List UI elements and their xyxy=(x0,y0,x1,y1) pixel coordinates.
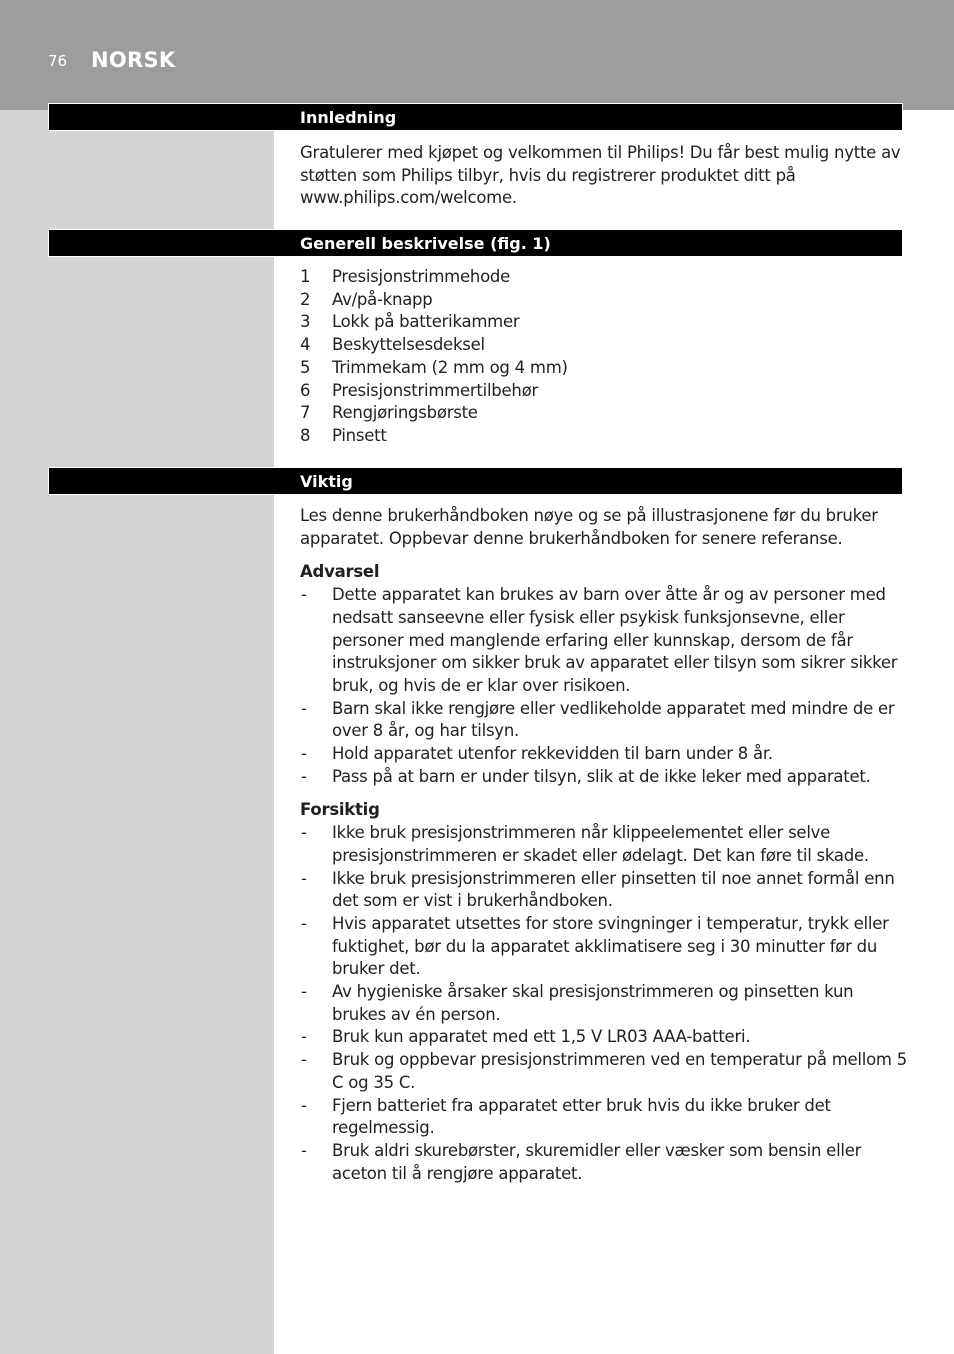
list-item xyxy=(300,584,910,698)
list-item-text: Fjern batteriet fra apparatet etter bruk hvis du ikke bruker det regelmessig. xyxy=(332,1095,831,1138)
page-number: 76 xyxy=(48,52,68,70)
section-title: Generell beskrivelse (fig. 1) xyxy=(300,234,551,253)
list-item-text: Hvis apparatet utsettes for store svingninger i temperatur, trykk eller fuktighet, bør du la apparatet akklimatisere seg i 30 minutter før du bruker det. xyxy=(332,913,889,979)
list-item xyxy=(300,425,910,448)
list-item xyxy=(300,380,910,403)
section-header-general xyxy=(48,229,903,257)
list-item-text: Presisjonstrimmehode xyxy=(332,267,511,286)
list-item-number: 6 xyxy=(300,380,311,400)
list-item xyxy=(300,402,910,425)
list-item xyxy=(300,822,910,867)
list-item-number: 3 xyxy=(300,312,311,332)
bullet-dash: - xyxy=(301,823,307,843)
list-item xyxy=(300,311,910,334)
bullet-dash: - xyxy=(301,868,307,888)
warning-list xyxy=(300,584,910,788)
list-item-text: Bruk aldri skurebørster, skuremidler eller væsker som bensin eller aceton til å rengjøre apparatet. xyxy=(332,1140,862,1183)
list-item xyxy=(300,1140,910,1185)
list-item-text: Barn skal ikke rengjøre eller vedlikeholde apparatet med mindre de er over 8 år, og har tilsyn. xyxy=(332,698,895,741)
list-item-number: 1 xyxy=(300,267,311,286)
list-item xyxy=(300,743,910,766)
intro-paragraph: Gratulerer med kjøpet og velkommen til Philips! Du får best mulig nytte av støtten som Philips tilbyr, hvis du registrerer produktet ditt på www.philips.com/welcome. xyxy=(300,143,901,208)
bullet-dash: - xyxy=(301,1050,307,1070)
list-item-text: Hold apparatet utenfor rekkevidden til barn under 8 år. xyxy=(332,744,773,764)
list-item-number: 5 xyxy=(300,357,311,377)
section-title: Innledning xyxy=(300,108,397,127)
list-item xyxy=(300,266,910,289)
list-item xyxy=(300,334,910,357)
bullet-dash: - xyxy=(301,744,307,764)
list-item-number: 7 xyxy=(300,403,311,423)
bullet-dash: - xyxy=(301,766,307,786)
list-item-text: Av hygieniske årsaker skal presisjonstrimmeren og pinsetten kun brukes av én person. xyxy=(332,982,854,1024)
list-item xyxy=(300,357,910,380)
bullet-dash: - xyxy=(301,585,307,605)
bullet-dash: - xyxy=(301,1140,307,1160)
warning-heading: Advarsel xyxy=(300,562,380,582)
caution-heading: Forsiktig xyxy=(300,800,380,820)
bullet-dash: - xyxy=(301,1095,307,1115)
bullet-dash: - xyxy=(301,1027,307,1047)
language-title: NORSK xyxy=(91,48,176,72)
important-block xyxy=(300,505,910,1185)
section-header-intro xyxy=(48,103,903,131)
list-item-text: Beskyttelsesdeksel xyxy=(332,335,485,355)
list-item-text: Presisjonstrimmertilbehør xyxy=(332,380,539,400)
list-item xyxy=(300,698,910,743)
list-item-number: 4 xyxy=(300,335,311,355)
list-item xyxy=(300,868,910,913)
list-item-text: Bruk og oppbevar presisjonstrimmeren ved en temperatur på mellom 5 C og 35 C. xyxy=(332,1050,908,1092)
list-item xyxy=(300,289,910,312)
list-item xyxy=(300,1049,910,1094)
list-item xyxy=(300,913,910,981)
left-margin-column xyxy=(0,110,274,1354)
caution-list xyxy=(300,822,910,1185)
list-item xyxy=(300,766,910,789)
list-item-text: Rengjøringsbørste xyxy=(332,403,478,423)
list-item-text: Pass på at barn er under tilsyn, slik at de ikke leker med apparatet. xyxy=(332,766,871,786)
section-header-important xyxy=(48,467,903,495)
section-title: Viktig xyxy=(300,472,353,491)
list-item-text: Dette apparatet kan brukes av barn over åtte år og av personer med nedsatt sanseevne eller fysisk eller psykisk funksjonsevne, eller personer med manglende erfaring eller kunnskap, dersom de får instruksjoner om sikker bruk av apparatet eller tilsyn som sikrer sikker bruk, og hvis de er klar over risikoen. xyxy=(332,585,898,695)
bullet-dash: - xyxy=(301,698,307,718)
list-item-number: 8 xyxy=(300,425,311,445)
important-intro: Les denne brukerhåndboken nøye og se på illustrasjonene før du bruker apparatet. Oppbevar denne brukerhåndboken for senere referanse. xyxy=(300,506,878,548)
list-item xyxy=(300,1095,910,1140)
list-item-text: Ikke bruk presisjonstrimmeren eller pinsetten til noe annet formål enn det som er vist i brukerhåndboken. xyxy=(332,868,895,911)
list-item-text: Lokk på batterikammer xyxy=(332,312,520,332)
list-item xyxy=(300,1026,910,1049)
list-item-text: Trimmekam (2 mm og 4 mm) xyxy=(332,357,568,377)
list-item xyxy=(300,981,910,1026)
parts-list xyxy=(300,266,910,448)
list-item-text: Pinsett xyxy=(332,425,387,445)
list-item-text: Ikke bruk presisjonstrimmeren når klippeelementet eller selve presisjonstrimmeren er skadet eller ødelagt. Det kan føre til skade. xyxy=(332,823,869,865)
general-block xyxy=(300,266,910,448)
intro-block xyxy=(300,142,910,210)
bullet-dash: - xyxy=(301,913,307,933)
list-item-text: Bruk kun apparatet med ett 1,5 V LR03 AAA-batteri. xyxy=(332,1027,751,1047)
list-item-number: 2 xyxy=(300,289,311,309)
list-item-text: Av/på-knapp xyxy=(332,289,433,309)
bullet-dash: - xyxy=(301,982,307,1002)
